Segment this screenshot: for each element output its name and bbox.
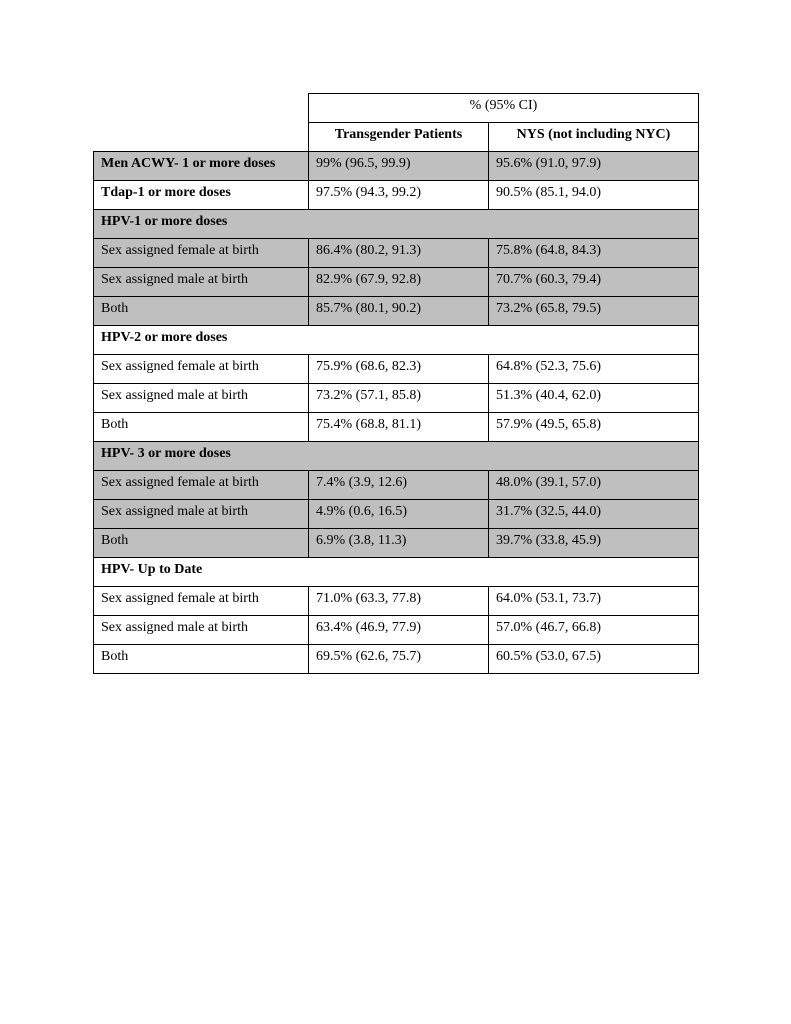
nys-value: 75.8% (64.8, 84.3) [489,239,699,268]
nys-value: 57.0% (46.7, 66.8) [489,616,699,645]
table-row [94,355,699,384]
transgender-value: 75.4% (68.8, 81.1) [309,413,489,442]
vaccination-coverage-table [93,93,699,674]
table-row [94,239,699,268]
row-label: Sex assigned male at birth [94,616,309,645]
table-row [94,268,699,297]
section-row [94,442,699,471]
row-label: Tdap-1 or more doses [94,181,309,210]
row-label: Sex assigned male at birth [94,500,309,529]
table-row [94,471,699,500]
row-label: Both [94,413,309,442]
nys-value: 57.9% (49.5, 65.8) [489,413,699,442]
column-header-nys: NYS (not including NYC) [489,123,699,152]
transgender-value: 99% (96.5, 99.9) [309,152,489,181]
nys-value: 31.7% (32.5, 44.0) [489,500,699,529]
row-label: Both [94,529,309,558]
section-row [94,326,699,355]
transgender-value: 75.9% (68.6, 82.3) [309,355,489,384]
table-row [94,529,699,558]
header-blank-cell [94,94,309,123]
table-row [94,297,699,326]
transgender-value: 6.9% (3.8, 11.3) [309,529,489,558]
nys-value: 90.5% (85.1, 94.0) [489,181,699,210]
row-label: Men ACWY- 1 or more doses [94,152,309,181]
row-label: Both [94,645,309,674]
table-row [94,384,699,413]
table-row [94,500,699,529]
transgender-value: 85.7% (80.1, 90.2) [309,297,489,326]
nys-value: 64.0% (53.1, 73.7) [489,587,699,616]
transgender-value: 7.4% (3.9, 12.6) [309,471,489,500]
transgender-value: 69.5% (62.6, 75.7) [309,645,489,674]
table-row [94,645,699,674]
table-row [94,152,699,181]
nys-value: 39.7% (33.8, 45.9) [489,529,699,558]
transgender-value: 97.5% (94.3, 99.2) [309,181,489,210]
row-label: Sex assigned male at birth [94,268,309,297]
row-label: Sex assigned female at birth [94,471,309,500]
transgender-value: 82.9% (67.9, 92.8) [309,268,489,297]
table-row [94,587,699,616]
table-row [94,413,699,442]
table-row [94,616,699,645]
header-row-group [94,94,699,123]
row-label: Both [94,297,309,326]
section-row [94,210,699,239]
header-row-columns [94,123,699,152]
transgender-value: 71.0% (63.3, 77.8) [309,587,489,616]
table-header [94,94,699,152]
column-header-transgender: Transgender Patients [309,123,489,152]
row-label: Sex assigned female at birth [94,355,309,384]
row-label: Sex assigned male at birth [94,384,309,413]
nys-value: 60.5% (53.0, 67.5) [489,645,699,674]
nys-value: 73.2% (65.8, 79.5) [489,297,699,326]
transgender-value: 63.4% (46.9, 77.9) [309,616,489,645]
transgender-value: 73.2% (57.1, 85.8) [309,384,489,413]
nys-value: 51.3% (40.4, 62.0) [489,384,699,413]
table-row [94,181,699,210]
section-heading: HPV-1 or more doses [94,210,699,239]
header-blank-cell [94,123,309,152]
nys-value: 70.7% (60.3, 79.4) [489,268,699,297]
ci-group-header: % (95% CI) [309,94,699,123]
transgender-value: 4.9% (0.6, 16.5) [309,500,489,529]
nys-value: 48.0% (39.1, 57.0) [489,471,699,500]
nys-value: 64.8% (52.3, 75.6) [489,355,699,384]
section-row [94,558,699,587]
section-heading: HPV- Up to Date [94,558,699,587]
row-label: Sex assigned female at birth [94,587,309,616]
row-label: Sex assigned female at birth [94,239,309,268]
section-heading: HPV-2 or more doses [94,326,699,355]
table-body [94,152,699,674]
nys-value: 95.6% (91.0, 97.9) [489,152,699,181]
transgender-value: 86.4% (80.2, 91.3) [309,239,489,268]
section-heading: HPV- 3 or more doses [94,442,699,471]
